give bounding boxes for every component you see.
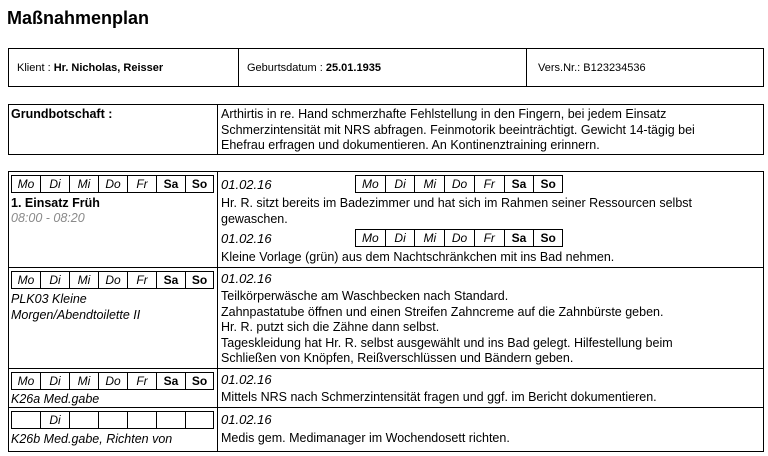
day-empty bbox=[128, 412, 157, 428]
day-di: Di bbox=[386, 176, 416, 192]
text-line: Schmerzintensität mit NRS abfragen. Feinmotorik beeinträchtigt. Gewicht 14-tägig bei bbox=[221, 122, 695, 137]
day-mo: Mo bbox=[12, 176, 41, 192]
entry-date: 01.02.16 bbox=[221, 271, 272, 286]
day-empty bbox=[99, 412, 128, 428]
day-empty bbox=[12, 412, 41, 428]
birth-label: Geburtsdatum : bbox=[247, 62, 323, 74]
day-do: Do bbox=[445, 176, 475, 192]
day-do: Do bbox=[99, 272, 128, 288]
plan-table bbox=[8, 171, 764, 452]
day-fr: Fr bbox=[128, 176, 157, 192]
page-title: Maßnahmenplan bbox=[7, 8, 150, 28]
day-fr: Fr bbox=[475, 176, 505, 192]
entry-text bbox=[221, 390, 657, 406]
task-name: 1. Einsatz Früh bbox=[11, 196, 100, 210]
entry-text bbox=[221, 250, 614, 266]
day-sa: Sa bbox=[505, 176, 535, 192]
day-so: So bbox=[191, 273, 208, 287]
day-mi: Mi bbox=[70, 272, 99, 288]
day-so: So bbox=[540, 177, 556, 191]
entry-date: 01.02.16 bbox=[221, 372, 272, 387]
day-fr: Fr bbox=[128, 373, 157, 389]
day-do: Do bbox=[99, 373, 128, 389]
text-line: Zahnpastatube öffnen und einen Streifen Zahncreme auf die Zahnbürste geben. bbox=[221, 304, 664, 319]
day-do: Do bbox=[99, 176, 128, 192]
entry-text bbox=[221, 431, 510, 447]
entry-text bbox=[221, 289, 673, 367]
text-line: Kleine Vorlage (grün) aus dem Nachtschränkchen mit ins Bad nehmen. bbox=[221, 250, 615, 264]
weekday-grid bbox=[11, 411, 214, 429]
day-empty bbox=[157, 412, 186, 428]
client-header bbox=[8, 48, 764, 87]
text-line: Mittels NRS nach Schmerzintensität fragen und ggf. im Bericht dokumentieren. bbox=[221, 390, 657, 404]
task-name: K26a Med.gabe bbox=[11, 392, 100, 406]
insurance-number: B123234536 bbox=[583, 62, 646, 74]
text-line: Ehefrau erfragen und dokumentieren. An Kontinenztraining erinnern. bbox=[221, 138, 600, 152]
text-line: Medis gem. Medimanager im Wochendosett richten. bbox=[221, 431, 510, 445]
text-line: Tageskleidung hat Hr. R. selbst ausgewählt und ins Bad gelegt. Hilfestellung beim bbox=[221, 335, 673, 350]
client-label: Klient : bbox=[17, 62, 51, 74]
grundbotschaft-box bbox=[8, 104, 764, 155]
day-sa: Sa bbox=[157, 272, 186, 288]
day-sa: Sa bbox=[505, 230, 535, 246]
day-mi: Mi bbox=[70, 176, 99, 192]
day-di: Di bbox=[41, 412, 70, 428]
text-line: Hr. R. putzt sich die Zähne dann selbst. bbox=[221, 320, 440, 334]
insurance-field bbox=[538, 62, 646, 74]
day-mi: Mi bbox=[415, 176, 445, 192]
text-line: Schließen von Knöpfen, Reißverschlüssen und Bändern geben. bbox=[221, 351, 574, 365]
day-mi: Mi bbox=[70, 373, 99, 389]
day-mi: Mi bbox=[415, 230, 445, 246]
day-so: So bbox=[191, 374, 208, 388]
day-do: Do bbox=[445, 230, 475, 246]
day-mo: Mo bbox=[356, 230, 386, 246]
day-so: So bbox=[540, 231, 556, 245]
text-line: Teilkörperwäsche am Waschbecken nach Standard. bbox=[221, 289, 509, 303]
day-mo: Mo bbox=[12, 272, 41, 288]
birth-date: 25.01.1935 bbox=[325, 62, 381, 74]
weekday-grid bbox=[11, 175, 214, 193]
birth-field bbox=[247, 62, 381, 74]
weekday-grid bbox=[11, 372, 214, 390]
day-so: So bbox=[191, 177, 208, 191]
text-line: Arthirtis in re. Hand schmerzhafte Fehlstellung in den Fingern, bei jedem Einsatz bbox=[221, 107, 667, 121]
client-name: Hr. Nicholas, Reisser bbox=[53, 62, 164, 74]
entry-date: 01.02.16 bbox=[221, 412, 272, 427]
grundbotschaft-label: Grundbotschaft : bbox=[11, 107, 113, 121]
text-line: Morgen/Abendtoilette II bbox=[11, 307, 141, 322]
day-fr: Fr bbox=[475, 230, 505, 246]
grundbotschaft-text bbox=[221, 107, 695, 154]
entry-date: 01.02.16 bbox=[221, 231, 272, 246]
day-empty bbox=[186, 412, 213, 428]
day-fr: Fr bbox=[128, 272, 157, 288]
day-di: Di bbox=[41, 373, 70, 389]
task-name: K26b Med.gabe, Richten von bbox=[11, 432, 173, 446]
day-mo: Mo bbox=[356, 176, 386, 192]
weekday-grid bbox=[355, 175, 563, 193]
task-time: 08:00 - 08:20 bbox=[11, 211, 85, 225]
day-di: Di bbox=[41, 176, 70, 192]
day-sa: Sa bbox=[157, 373, 186, 389]
weekday-grid bbox=[355, 229, 563, 247]
insurance-label: Vers.Nr.: bbox=[538, 62, 581, 74]
day-mo: Mo bbox=[12, 373, 41, 389]
day-di: Di bbox=[41, 272, 70, 288]
entry-date: 01.02.16 bbox=[221, 177, 272, 192]
client-field bbox=[17, 62, 163, 74]
weekday-grid bbox=[11, 271, 214, 289]
text-line: Hr. R. sitzt bereits im Badezimmer und hat sich im Rahmen seiner Ressourcen selbst bbox=[221, 196, 693, 210]
entry-text bbox=[221, 196, 692, 227]
day-empty bbox=[70, 412, 99, 428]
text-line: gewaschen. bbox=[221, 211, 288, 226]
text-line: PLK03 Kleine bbox=[11, 292, 87, 306]
task-name bbox=[11, 292, 140, 323]
day-di: Di bbox=[386, 230, 416, 246]
day-sa: Sa bbox=[157, 176, 186, 192]
